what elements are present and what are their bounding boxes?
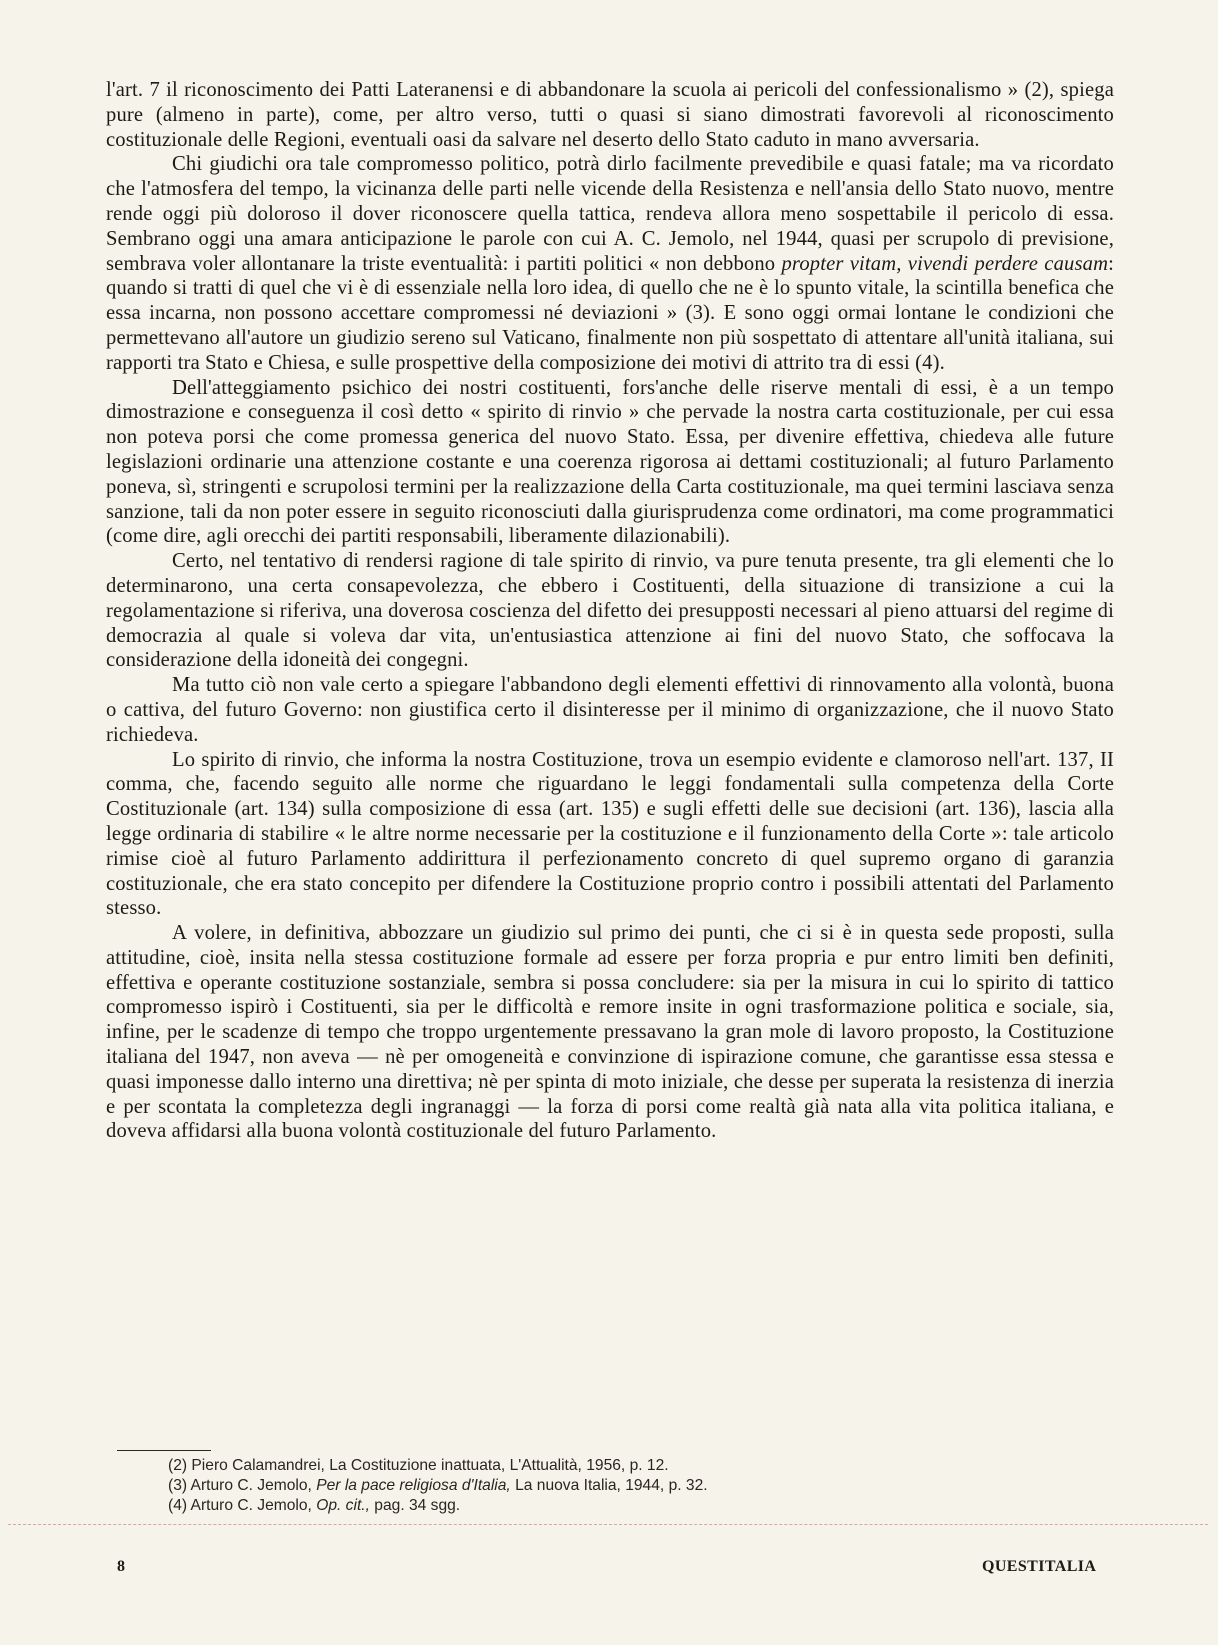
paragraph-6: Lo spirito di rinvio, che informa la nostra Costituzione, trova un esempio evidente e clamoroso nell'art. 137, II comma, che, facendo seguito alle norme che riguardano le leggi fondamentali sulla competenza della Corte Costituzionale (art. 134) sulla composizione di essa (art. 135) e sugli effetti delle sue decisioni (art. 136), lascia alla legge ordinaria di stabilire « le altre norme necessarie per la costituzione e il funzionamento della Corte »: tale articolo rimise cioè al futuro Parlamento addirittura il perfezionamento concreto di quel supremo organo di garanzia costituzionale, che era stato concepito per difendere la Costituzione proprio contro i possibili attentati del Parlamento stesso. (106, 748, 1114, 920)
footnote-number: (4) (168, 1497, 188, 1514)
paragraph-4: Certo, nel tentativo di rendersi ragione di tale spirito di rinvio, va pure tenuta presente, tra gli elementi che lo determinarono, una certa consapevolezza, che ebbero i Costituenti, della situazione di transizione a cui la regolamentazione si riferiva, una doverosa coscienza del difetto dei presupposti necessari al pieno attuarsi del regime di democrazia al quale si voleva dar vita, un'entusiastica attenzione ai fini del nuovo Stato, che soffocava la considerazione della idoneità dei congegni. (106, 550, 1114, 672)
paragraph-2-text-a: Chi giudichi ora tale compromesso politico, potrà dirlo facilmente prevedibile e quasi fatale; ma va ricordato che l'atmosfera del tempo, la vicinanza delle parti nelle vicende della Resistenza e nell'ansia dello Stato nuovo, mentre rende oggi più doloroso il dover riconoscere quella tattica, rendeva allora meno sospettabile il pericolo di essa. Sembrano oggi una amara anticipazione le parole con cui A. C. Jemolo, nel 1944, quasi per scrupolo di previsione, sembrava voler allontanare la triste eventualità: i partiti politici « non debbono (106, 153, 1114, 275)
footnote-separator (117, 1450, 211, 1451)
footnote-author: Arturo C. Jemolo, (190, 1477, 312, 1494)
paragraph-5: Ma tutto ciò non vale certo a spiegare l'abbandono degli elementi effettivi di rinnovamento alla volontà, buona o cattiva, del futuro Governo: non giustifica certo il disinteresse per il minimo di organizzazione, che il nuovo Stato richiedeva. (106, 674, 1114, 746)
footnote-title: Per la pace religiosa d'Italia, (316, 1477, 511, 1494)
footnote-source: La nuova Italia, 1944, p. 32. (515, 1477, 708, 1494)
footnote-source: L'Attualità, 1956, p. 12. (509, 1457, 669, 1474)
latin-quote: propter vitam, vivendi perdere causam (781, 252, 1109, 275)
footnote-source: pag. 34 sgg. (374, 1497, 461, 1514)
article-body (106, 78, 1114, 1144)
paragraph-7: A volere, in definitiva, abbozzare un giudizio sul primo dei punti, che ci si è in questa sede proposti, sulla attitudine, cioè, insita nella stessa costituzione formale ad essere per forza propria e pur entro limiti ben definiti, effettiva e operante costituzione sostanziale, sembra si possa concludere: sia per la misura in cui lo spirito di tattico compromesso ispirò i Costituenti, sia per le difficoltà e remore insite in ogni trasformazione politica e sociale, sia, infine, per le scadenze di tempo che troppo urgentemente pressavano la gran mole di lavoro proposto, la Costituzione italiana del 1947, non aveva — nè per omogeneità e convinzione di ispirazione comune, che garantisse essa stessa e quasi imponesse dallo interno una direttiva; nè per spinta di moto iniziale, che desse per superata la resistenza di inerzia e per scontata la completezza degli ingranaggi — la forza di porsi come realtà già nata alla vita politica italiana, e doveva affidarsi alla buona volontà costituzionale del futuro Parlamento. (106, 922, 1114, 1143)
paragraph-3: Dell'atteggiamento psichico dei nostri costituenti, fors'anche delle riserve mentali di essi, è a un tempo dimostrazione e conseguenza il così detto « spirito di rinvio » che pervade la nostra carta costituzionale, per cui essa non poteva porsi che come promessa generica del nuovo Stato. Essa, per divenire effettiva, chiedeva alle future legislazioni ordinarie una attenzione costante e una coerenza rigorosa ai dettami costituzionali; al futuro Parlamento poneva, sì, stringenti e scrupolosi termini per la realizzazione della Carta costituzionale, ma quei termini lasciava senza sanzione, tali da non poter essere in seguito riconosciuti dalla giurisprudenza come ordinatori, ma come programmatici (come dire, agli orecchi dei partiti responsabili, liberamente dilazionabili). (106, 376, 1114, 548)
paragraph-2-text-b: : quando si tratti di quel che vi è di essenziale nella loro idea, di quello che ne è lo spunto vitale, la scintilla benefica che essa incarna, non possono accettare compromessi né deviazioni » (3). E sono oggi ormai lontane le condizioni che permettevano all'autore un giudizio sereno sul Vaticano, finalmente non più sospettato di attentare all'unità italiana, sui rapporti tra Stato e Chiesa, e sulle prospettive della composizione dei motivi di attrito tra di essi (4). (106, 252, 1114, 374)
journal-name: QUESTITALIA (982, 1558, 1097, 1575)
footnote-number: (2) (168, 1457, 188, 1474)
footnote-author: Arturo C. Jemolo, (190, 1497, 312, 1514)
footer-divider (8, 1524, 1208, 1525)
footnote-number: (3) (168, 1477, 188, 1494)
footnote-4 (168, 1496, 1068, 1516)
footnote-2 (168, 1456, 1068, 1476)
footnote-title: Op. cit., (316, 1497, 370, 1514)
paragraph-1: l'art. 7 il riconoscimento dei Patti Lateranensi e di abbandonare la scuola ai pericoli del confessionalismo » (2), spiega pure (almeno in parte), come, per altro verso, tutti o quasi si siano dimostrati favorevoli al riconoscimento costituzionale delle Regioni, eventuali oasi da salvare nel deserto dello Stato caduto in mano avversaria. (106, 79, 1114, 151)
footnotes (168, 1456, 1068, 1516)
footnote-3 (168, 1476, 1068, 1496)
paragraph-2 (106, 152, 1114, 375)
footnote-title: La Costituzione inattuata, (329, 1457, 506, 1474)
footnote-author: Piero Calamandrei, (191, 1457, 325, 1474)
page-number: 8 (117, 1558, 125, 1575)
